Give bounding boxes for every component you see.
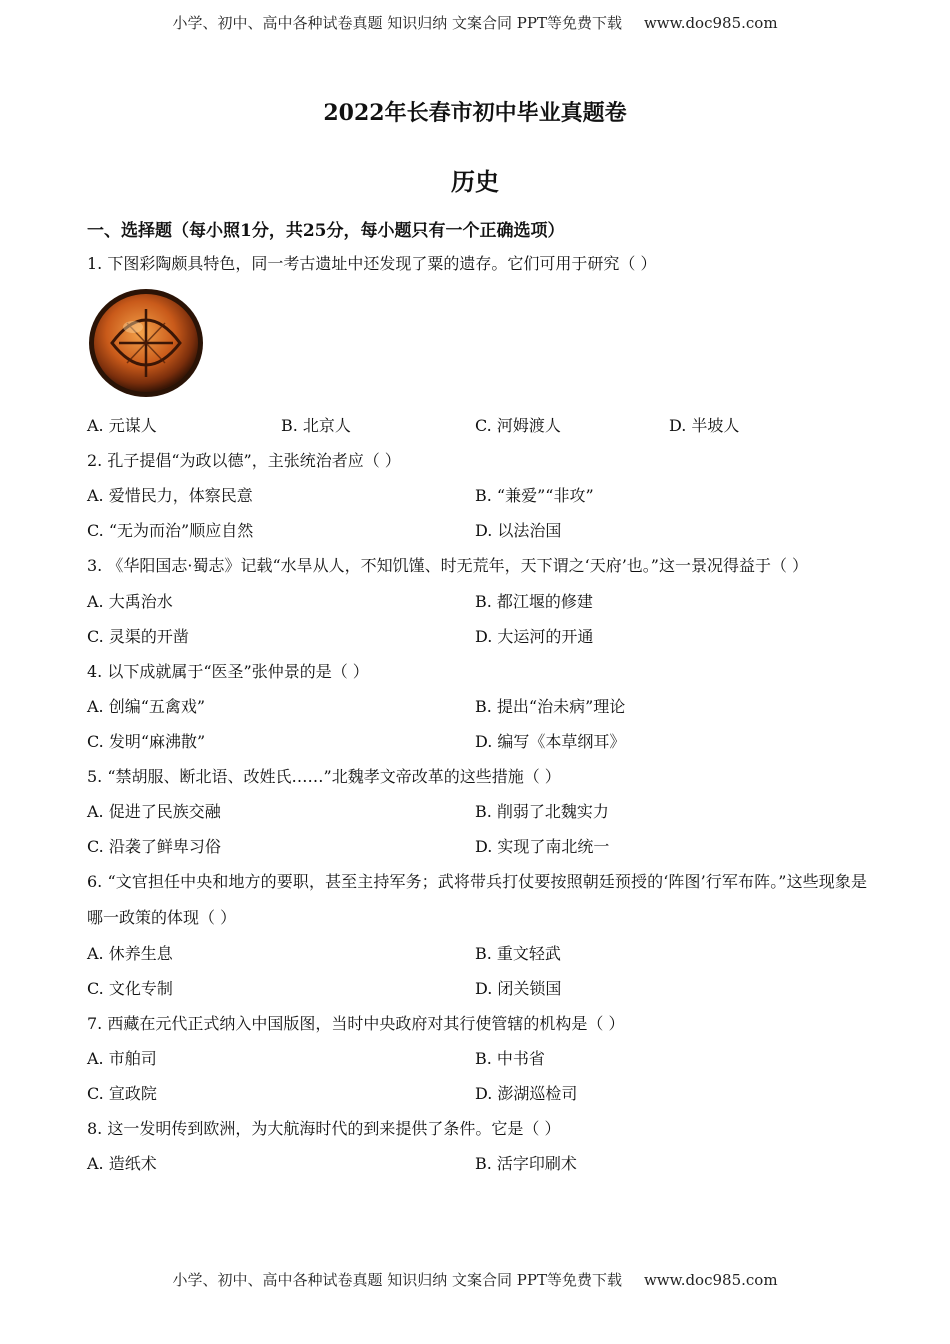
option-a[interactable]: A. 造纸术 bbox=[87, 1154, 157, 1173]
question-figure bbox=[87, 281, 867, 408]
option-c[interactable]: C. 沿袭了鲜卑习俗 bbox=[87, 837, 221, 856]
option-d[interactable]: D. 澎湖巡检司 bbox=[475, 1084, 578, 1103]
option-b[interactable]: B. “兼爱”“非攻” bbox=[475, 486, 594, 505]
option-b[interactable]: B. 活字印刷术 bbox=[475, 1154, 577, 1173]
header-site-link[interactable]: www.doc985.com bbox=[643, 14, 778, 32]
question-list bbox=[87, 216, 867, 1181]
question-stem: 3. 《华阳国志·蜀志》记载“水旱从人，不知饥馑、时无荒年，天下谓之‘天府’也。”这一景况得益于（ ） bbox=[87, 556, 809, 575]
question-stem: 2. 孔子提倡“为政以德”，主张统治者应（ ） bbox=[87, 451, 401, 470]
option-c[interactable]: C. 宣政院 bbox=[87, 1084, 157, 1103]
option-c[interactable]: C. 文化专制 bbox=[87, 979, 173, 998]
footer-text: 小学、初中、高中各种试卷真题 知识归纳 文案合同 PPT等免费下载 bbox=[172, 1271, 622, 1289]
option-a[interactable]: A. 促进了民族交融 bbox=[87, 802, 221, 821]
options-row bbox=[87, 794, 867, 829]
section-heading: 一、选择题（每小照1分，共25分，每小题只有一个正确选项） bbox=[87, 221, 565, 241]
options-row bbox=[87, 513, 867, 548]
options-row bbox=[87, 478, 867, 513]
options-row bbox=[87, 689, 867, 724]
option-b[interactable]: B. 提出“治未病”理论 bbox=[475, 697, 626, 716]
option-d[interactable]: D. 半坡人 bbox=[669, 416, 740, 435]
option-a[interactable]: A. 元谋人 bbox=[87, 416, 157, 435]
header-text: 小学、初中、高中各种试卷真题 知识归纳 文案合同 PPT等免费下载 bbox=[172, 14, 622, 32]
question-stem: 6. “文官担任中央和地方的要职，甚至主持军务；武将带兵打仗要按照朝廷预授的‘阵图’行军布阵。”这些现象是哪一政策的体现（ ） bbox=[87, 872, 867, 927]
options-row bbox=[87, 936, 867, 971]
option-d[interactable]: D. 闭关锁国 bbox=[475, 979, 562, 998]
option-b[interactable]: B. 削弱了北魏实力 bbox=[475, 802, 609, 821]
question-stem: 7. 西藏在元代正式纳入中国版图，当时中央政府对其行使管辖的机构是（ ） bbox=[87, 1014, 625, 1033]
option-c[interactable]: C. 灵渠的开凿 bbox=[87, 627, 189, 646]
option-a[interactable]: A. 爱惜民力，体察民意 bbox=[87, 486, 253, 505]
option-b[interactable]: B. 重文轻武 bbox=[475, 944, 561, 963]
question-stem: 8. 这一发明传到欧洲，为大航海时代的到来提供了条件。它是（ ） bbox=[87, 1119, 561, 1138]
option-d[interactable]: D. 以法治国 bbox=[475, 521, 562, 540]
option-b[interactable]: B. 北京人 bbox=[281, 416, 351, 435]
exam-title: 2022年长春市初中毕业真题卷 bbox=[323, 100, 627, 126]
options-row bbox=[87, 1146, 867, 1181]
option-b[interactable]: B. 都江堰的修建 bbox=[475, 592, 593, 611]
option-a[interactable]: A. 大禹治水 bbox=[87, 592, 173, 611]
page-footer bbox=[0, 1269, 950, 1290]
painted-pottery-image bbox=[87, 287, 205, 399]
option-a[interactable]: A. 创编“五禽戏” bbox=[87, 697, 206, 716]
option-a[interactable]: A. 休养生息 bbox=[87, 944, 173, 963]
subject-title: 历史 bbox=[451, 167, 499, 196]
options-row bbox=[87, 619, 867, 654]
options-row bbox=[87, 829, 867, 864]
options-row bbox=[87, 1076, 867, 1111]
question-stem: 1. 下图彩陶颇具特色，同一考古遗址中还发现了粟的遗存。它们可用于研究（ ） bbox=[87, 254, 657, 273]
option-b[interactable]: B. 中书省 bbox=[475, 1049, 545, 1068]
option-c[interactable]: C. 发明“麻沸散” bbox=[87, 732, 206, 751]
option-d[interactable]: D. 实现了南北统一 bbox=[475, 837, 610, 856]
options-row bbox=[87, 971, 867, 1006]
question-stem: 5. “禁胡服、断北语、改姓氏……”北魏孝文帝改革的这些措施（ ） bbox=[87, 767, 561, 786]
options-row bbox=[87, 724, 867, 759]
option-c[interactable]: C. 河姆渡人 bbox=[475, 416, 561, 435]
question-stem: 4. 以下成就属于“医圣”张仲景的是（ ） bbox=[87, 662, 369, 681]
option-d[interactable]: D. 大运河的开通 bbox=[475, 627, 594, 646]
options-row bbox=[87, 1041, 867, 1076]
footer-site-link[interactable]: www.doc985.com bbox=[643, 1271, 778, 1289]
options-row bbox=[87, 584, 867, 619]
options-row bbox=[87, 408, 867, 443]
option-a[interactable]: A. 市舶司 bbox=[87, 1049, 157, 1068]
option-d[interactable]: D. 编写《本草纲耳》 bbox=[475, 732, 626, 751]
option-c[interactable]: C. “无为而治”顺应自然 bbox=[87, 521, 254, 540]
page-header bbox=[0, 12, 950, 33]
